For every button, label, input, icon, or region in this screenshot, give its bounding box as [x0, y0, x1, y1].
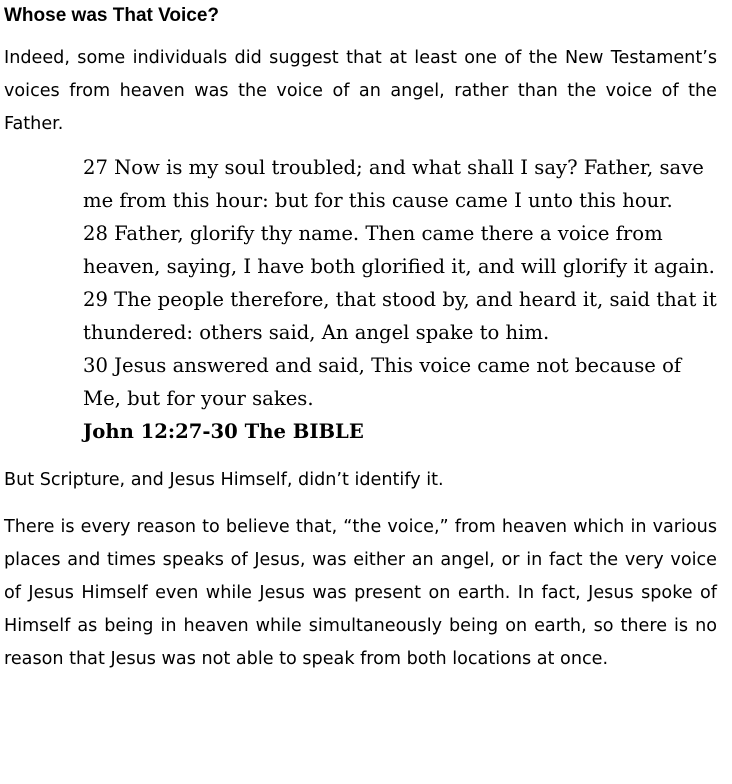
verse-29: 29 The people therefore, that stood by, and heard it, said that it thundered: others said, An angel spake to him.	[83, 288, 717, 344]
scripture-citation: John 12:27-30 The BIBLE	[83, 420, 364, 443]
scripture-quote	[83, 151, 723, 448]
intro-paragraph: Indeed, some individuals did suggest that at least one of the New Testament’s voices from heaven was the voice of an angel, rather than the voice of the Father.	[4, 48, 717, 134]
verse-28: 28 Father, glorify thy name. Then came there a voice from heaven, saying, I have both glorified it, and will glorify it again.	[83, 222, 715, 278]
document-page	[4, 0, 717, 676]
verse-30: 30 Jesus answered and said, This voice came not because of Me, but for your sakes.	[83, 354, 682, 410]
verse-27: 27 Now is my soul troubled; and what shall I say? Father, save me from this hour: but for this cause came I unto this hour.	[83, 156, 704, 212]
after-quote-paragraph: But Scripture, and Jesus Himself, didn’t identify it.	[4, 470, 444, 490]
closing-paragraph: There is every reason to believe that, “the voice,” from heaven which in various places and times speaks of Jesus, was either an angel, or in fact the very voice of Jesus Himself even while Jesus was present on earth. In fact, Jesus spoke of Himself as being in heaven while simultaneously being on earth, so there is no reason that Jesus was not able to speak from both locations at once.	[4, 517, 717, 669]
section-heading: Whose was That Voice?	[4, 5, 220, 26]
